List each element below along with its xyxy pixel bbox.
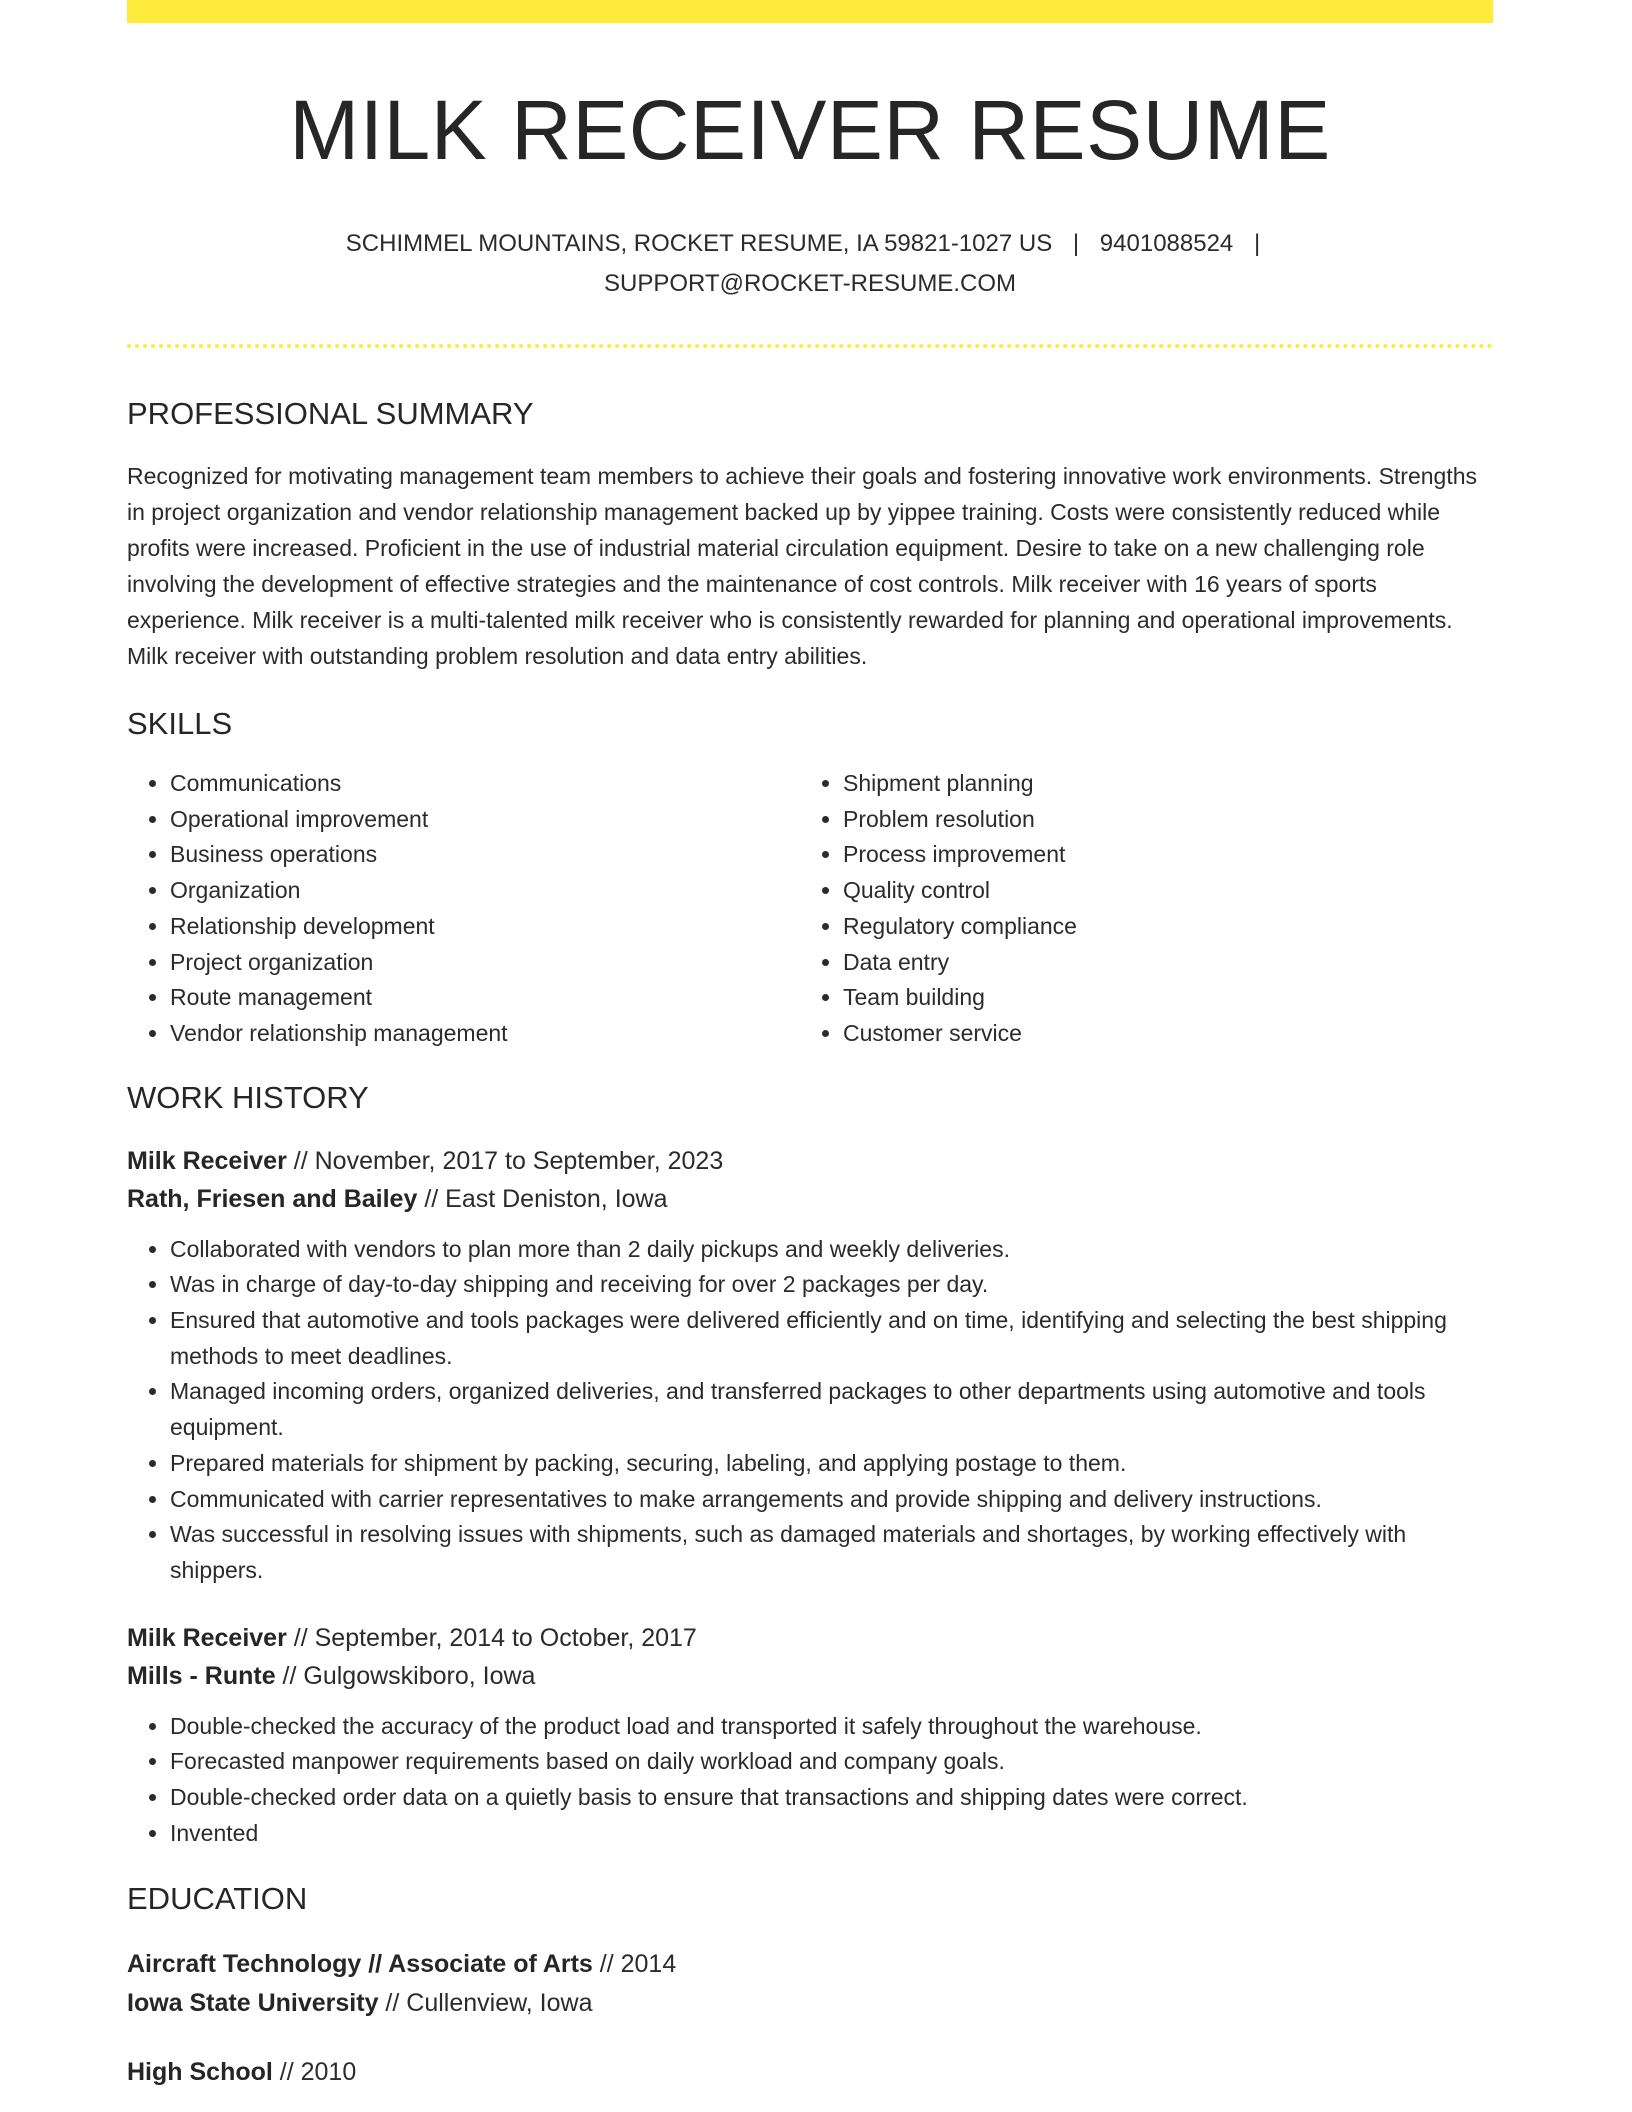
job-duties [127,1232,1493,1589]
job-role-line [127,1619,1493,1657]
dotted-divider [127,344,1493,348]
job-location: // East Deniston, Iowa [417,1184,668,1213]
education-year: // 2010 [272,2058,357,2087]
skill-item: • Organization [170,873,800,909]
skill-item: • Project organization [170,945,800,981]
skill-item: • Vendor relationship management [170,1016,800,1052]
job-role-line [127,1142,1493,1180]
job-location: // Gulgowskiboro, Iowa [275,1661,536,1690]
skill-item: • Communications [170,766,800,802]
education-degree: High School [127,2058,273,2087]
job-dates: // November, 2017 to September, 2023 [286,1146,724,1175]
job-duty: • Double-checked order data on a quietly basis to ensure that transactions and shipping dates were correct. [170,1780,1493,1816]
job-duty: • Invented [170,1816,1493,1852]
job-role: Milk Receiver [127,1146,287,1175]
skill-item: • Data entry [843,945,1493,981]
education-heading: EDUCATION [127,1881,308,1917]
skills-heading: SKILLS [127,706,233,741]
job-entry [127,1619,1493,1852]
contact-separator: | [1253,230,1261,257]
contact-phone: 9401088524 [1099,230,1234,257]
skill-item: • Process improvement [843,837,1493,873]
job-dates: // September, 2014 to October, 2017 [286,1623,697,1652]
resume-content [127,0,1493,2092]
job-company: Mills - Runte [127,1661,276,1690]
contact-address: SCHIMMEL MOUNTAINS, ROCKET RESUME, IA 59821-1027 US [345,230,1053,257]
job-duty: • Ensured that automotive and tools packages were delivered efficiently and on time, identifying and selecting the best shipping methods to meet deadlines. [170,1303,1493,1374]
skill-item: • Shipment planning [843,766,1493,802]
skill-item: • Problem resolution [843,802,1493,838]
skill-item: • Customer service [843,1016,1493,1052]
job-company-line [127,1657,1493,1695]
job-duty: • Forecasted manpower requirements based on daily workload and company goals. [170,1744,1493,1780]
job-duty: • Double-checked the accuracy of the product load and transported it safely throughout the warehouse. [170,1709,1493,1745]
job-duty: • Collaborated with vendors to plan more than 2 daily pickups and weekly deliveries. [170,1232,1493,1268]
summary-text: Recognized for motivating management team members to achieve their goals and fostering innovative work environments. Strengths in project organization and vendor relationship management backed up by yippee training. Costs were consistently reduced while profits were increased. Proficient in the use of industrial material circulation equipment. Desire to take on a new challenging role involving the development of effective strategies and the maintenance of cost controls. Milk receiver with 16 years of sports experience. Milk receiver is a multi-talented milk receiver who is consistently rewarded for planning and operational improvements. Milk receiver with outstanding problem resolution and data entry abilities. [127,463,1478,669]
skills-column-left [127,766,800,1052]
education-entry [127,1945,1493,2023]
job-duty: • Communicated with carrier representatives to make arrangements and provide shipping and delivery instructions. [170,1482,1493,1518]
skill-item: • Operational improvement [170,802,800,838]
contact-email: SUPPORT@ROCKET-RESUME.COM [604,270,1016,297]
skills-list [127,766,1493,1052]
skill-item: • Team building [843,980,1493,1016]
job-duty: • Managed incoming orders, organized deliveries, and transferred packages to other departments using automotive and tools equipment. [170,1374,1493,1445]
work-history-heading: WORK HISTORY [127,1079,369,1115]
skill-item: • Business operations [170,837,800,873]
education-location: // Cullenview, Iowa [378,1989,593,2018]
education-school: Iowa State University [127,1989,379,2018]
skill-item: • Regulatory compliance [843,909,1493,945]
skill-item: • Quality control [843,873,1493,909]
resume-title: MILK RECEIVER RESUME [289,83,1331,177]
education-entry [127,2053,1493,2092]
job-company-line [127,1180,1493,1218]
skill-item: • Route management [170,980,800,1016]
contact-separator: | [1072,230,1080,257]
job-duty: • Was successful in resolving issues with shipments, such as damaged materials and shortages, by working effectively with shippers. [170,1517,1493,1588]
education-degree: Aircraft Technology // Associate of Arts [127,1950,593,1979]
job-duties [127,1709,1493,1852]
skill-item: • Relationship development [170,909,800,945]
education-year: // 2014 [592,1950,677,1979]
skills-column-right [800,766,1493,1052]
job-duty: • Prepared materials for shipment by packing, securing, labeling, and applying postage to them. [170,1446,1493,1482]
job-entry [127,1142,1493,1589]
job-role: Milk Receiver [127,1623,287,1652]
education-degree-line [127,1945,1493,1984]
job-duty: • Was in charge of day-to-day shipping and receiving for over 2 packages per day. [170,1267,1493,1303]
contact-info [127,224,1493,304]
education-school-line [127,1984,1493,2023]
job-company: Rath, Friesen and Bailey [127,1184,418,1213]
education-degree-line [127,2053,1493,2092]
summary-heading: PROFESSIONAL SUMMARY [127,396,534,431]
